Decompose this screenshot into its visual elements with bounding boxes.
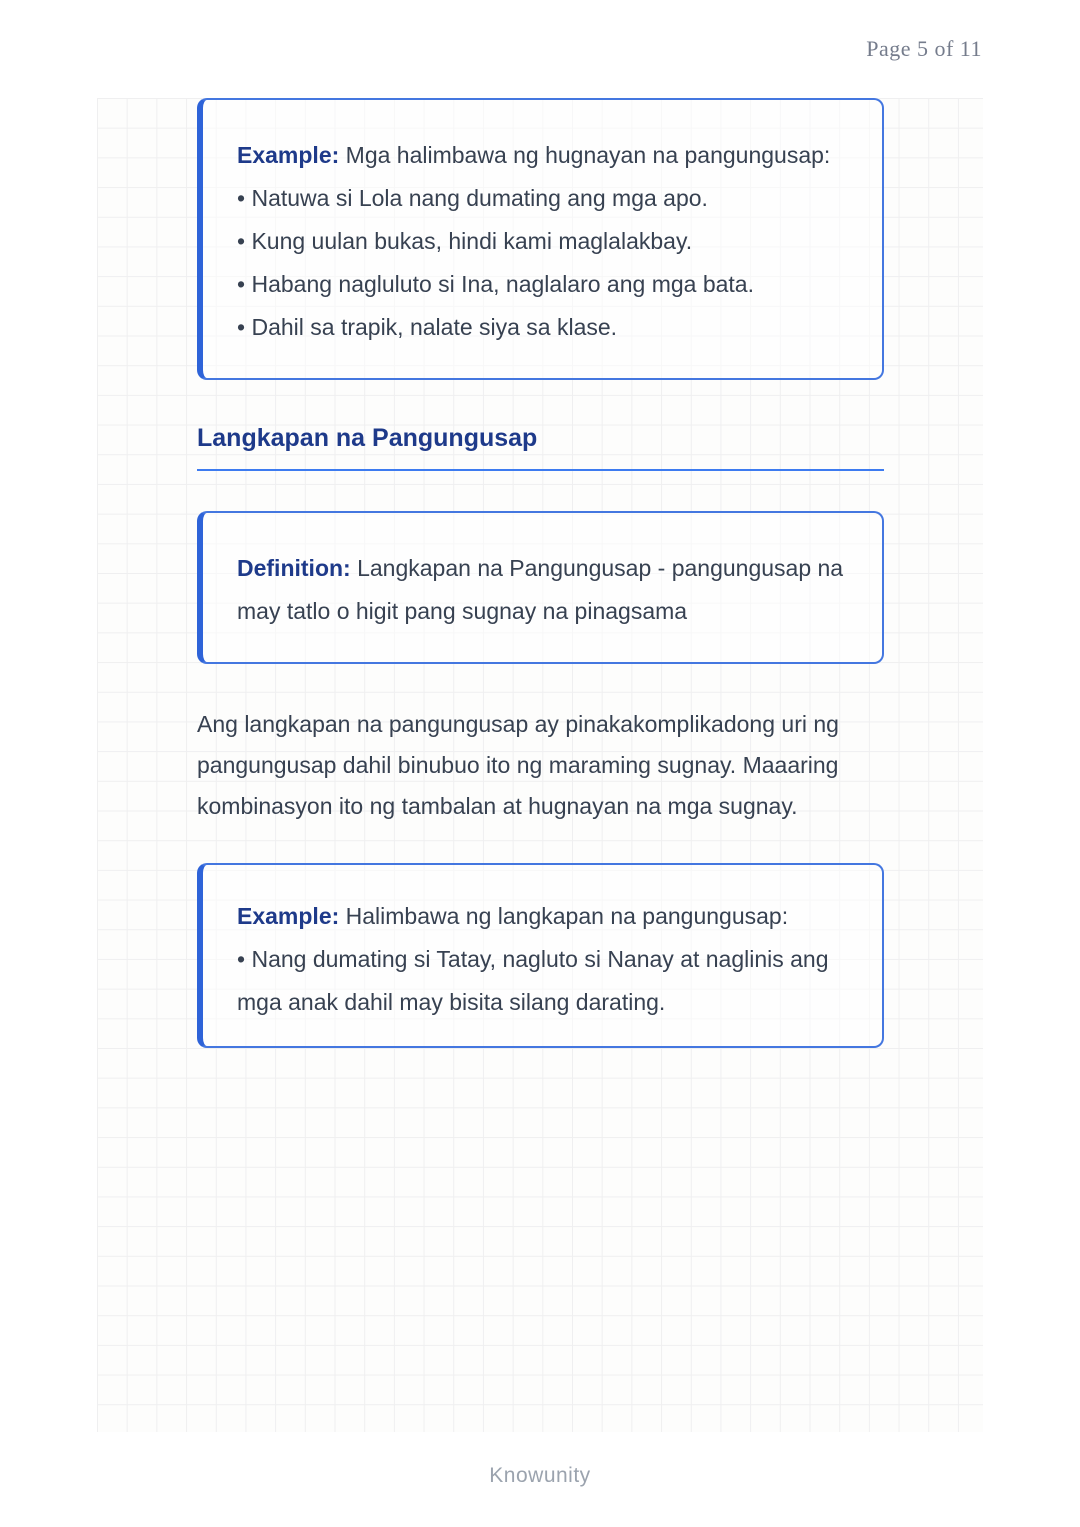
example-intro-text: Halimbawa ng langkapan na pangungusap: bbox=[345, 903, 789, 929]
bullet-glyph: • bbox=[237, 946, 246, 972]
example-intro-line bbox=[237, 895, 848, 938]
heading-underline bbox=[197, 469, 884, 471]
bullet-glyph: • bbox=[237, 185, 246, 211]
list-item-text: Kung uulan bukas, hindi kami maglalakbay. bbox=[251, 228, 693, 254]
example-intro-text: Mga halimbawa ng hugnayan na pangungusap: bbox=[345, 142, 831, 168]
example-callout-langkapan bbox=[197, 863, 884, 1048]
list-item-text: Habang nagluluto si Ina, naglalaro ang mga bata. bbox=[251, 271, 754, 297]
definition-callout bbox=[197, 511, 884, 664]
definition-text: Langkapan na Pangungusap - pangungusap na may tatlo o higit pang sugnay na pinagsama bbox=[237, 555, 844, 624]
bullet-glyph: • bbox=[237, 228, 246, 254]
list-item bbox=[237, 306, 848, 349]
example-callout-hugnayan bbox=[197, 98, 884, 380]
document-content bbox=[197, 98, 884, 1048]
bullet-glyph: • bbox=[237, 271, 246, 297]
example-label: Example: bbox=[237, 903, 340, 929]
definition-line bbox=[237, 547, 848, 633]
list-item-text: Natuwa si Lola nang dumating ang mga apo. bbox=[251, 185, 708, 211]
footer-brand: Knowunity bbox=[489, 1464, 591, 1487]
page-indicator: Page 5 of 11 bbox=[866, 36, 982, 61]
bullet-glyph: • bbox=[237, 314, 246, 340]
list-item-text: Nang dumating si Tatay, nagluto si Nanay at naglinis ang mga anak dahil may bisita silang darating. bbox=[237, 946, 829, 1015]
example-label: Example: bbox=[237, 142, 340, 168]
example-intro-line bbox=[237, 134, 848, 177]
list-item-text: Dahil sa trapik, nalate siya sa klase. bbox=[251, 314, 618, 340]
list-item bbox=[237, 263, 848, 306]
list-item bbox=[237, 177, 848, 220]
definition-label: Definition: bbox=[237, 555, 351, 581]
list-item bbox=[237, 220, 848, 263]
section-heading: Langkapan na Pangungusap bbox=[197, 424, 538, 452]
list-item bbox=[237, 938, 848, 1024]
body-paragraph: Ang langkapan na pangungusap ay pinakakomplikadong uri ng pangungusap dahil binubuo ito ng maraming sugnay. Maaaring kombinasyon ito ng tambalan at hugnayan na mga sugnay. bbox=[197, 711, 839, 819]
